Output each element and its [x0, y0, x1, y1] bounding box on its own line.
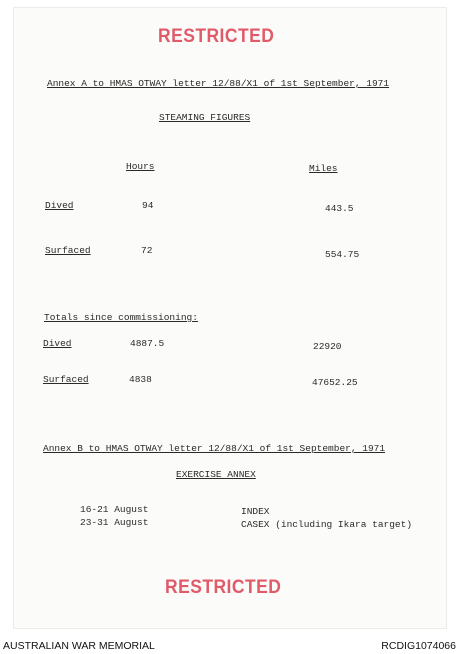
surfaced-miles: 554.75 — [325, 249, 360, 260]
annex-b-heading: Annex B to HMAS OTWAY letter 12/88/X1 of 1st September, 1971 — [43, 443, 386, 454]
totals-surfaced-miles: 47652.25 — [312, 377, 358, 388]
dived-hours: 94 — [142, 200, 154, 211]
exercise-dates-1: 16-21 August — [80, 504, 149, 515]
totals-surfaced-label: Surfaced — [43, 374, 89, 385]
surfaced-label: Surfaced — [45, 245, 91, 256]
restricted-stamp-top: RESTRICTED — [158, 26, 275, 47]
footer-institution: AUSTRALIAN WAR MEMORIAL — [3, 640, 155, 652]
totals-dived-label: Dived — [43, 338, 72, 349]
surfaced-hours: 72 — [141, 245, 153, 256]
totals-dived-miles: 22920 — [313, 341, 342, 352]
totals-surfaced-hours: 4838 — [129, 374, 152, 385]
restricted-stamp-bottom: RESTRICTED — [165, 577, 282, 598]
footer-record-id: RCDIG1074066 — [381, 640, 456, 652]
exercise-annex-title: EXERCISE ANNEX — [176, 469, 256, 480]
dived-miles: 443.5 — [325, 203, 354, 214]
annex-a-heading: Annex A to HMAS OTWAY letter 12/88/X1 of 1st September, 1971 — [47, 78, 390, 89]
totals-heading: Totals since commissioning: — [44, 312, 198, 323]
hours-column-header: Hours — [126, 161, 155, 172]
exercise-name-2: CASEX (including Ikara target) — [241, 519, 413, 530]
exercise-name-1: INDEX — [241, 506, 270, 517]
totals-dived-hours: 4887.5 — [130, 338, 165, 349]
miles-column-header: Miles — [309, 163, 338, 174]
steaming-figures-title: STEAMING FIGURES — [159, 112, 251, 123]
dived-label: Dived — [45, 200, 74, 211]
exercise-dates-2: 23-31 August — [80, 517, 149, 528]
